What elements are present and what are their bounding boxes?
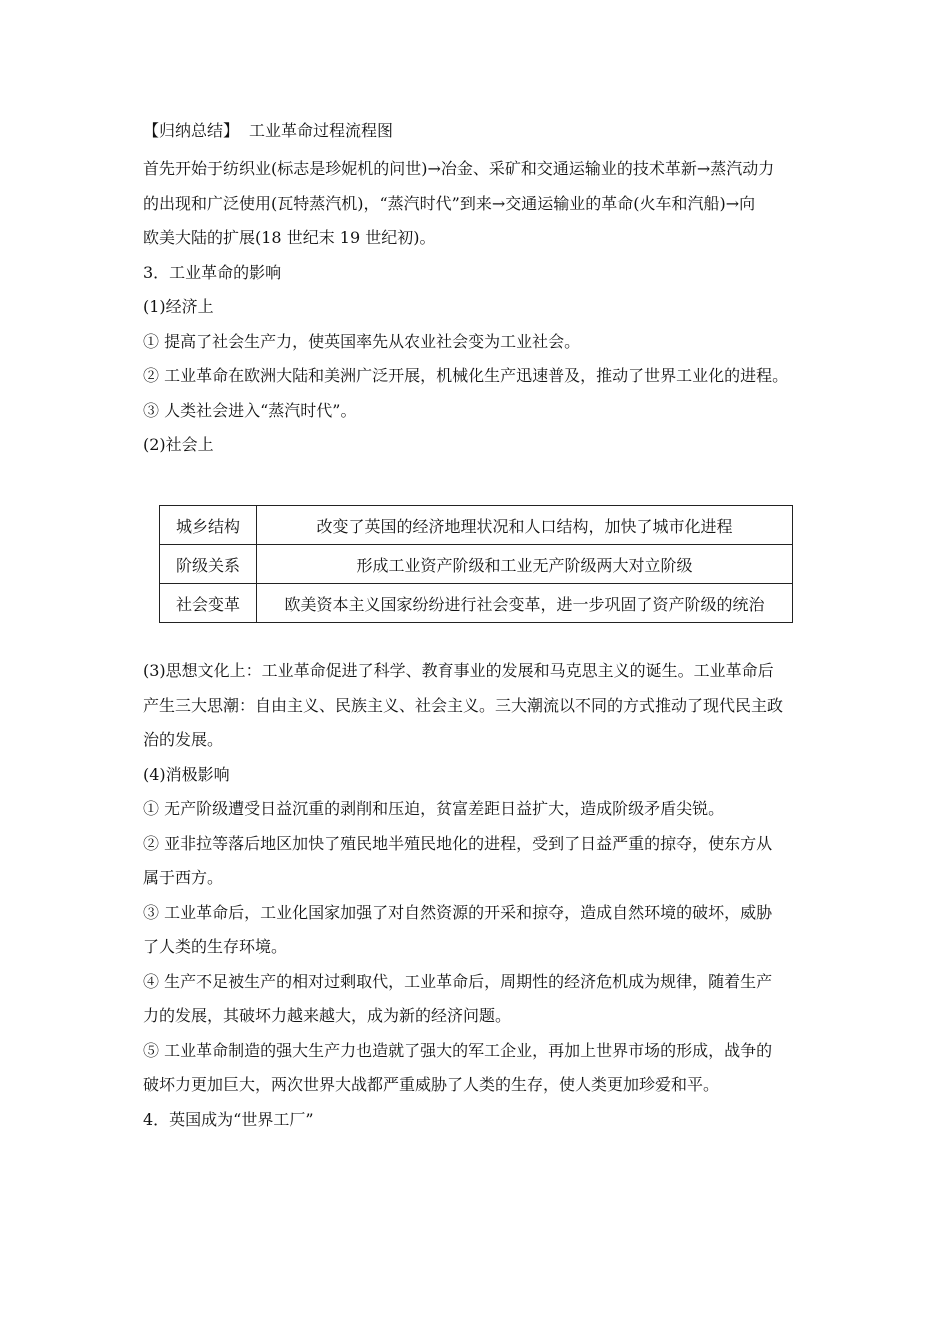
document-page [143,121,815,1129]
society-heading: (2)社会上 [143,435,214,454]
table-key: 社会变革 [160,584,257,623]
culture-paragraph [143,654,815,758]
economy-heading: (1)经济上 [143,297,214,316]
table-value: 形成工业资产阶级和工业无产阶级两大对立阶级 [257,545,793,584]
table-value: 欧美资本主义国家纷纷进行社会变革，进一步巩固了资产阶级的统治 [257,584,793,623]
economy-item-1: ① 提高了社会生产力，使英国率先从农业社会变为工业社会。 [143,331,581,351]
negative-line: 力的发展，其破坏力越来越大，成为新的经济问题。 [143,1006,512,1025]
negative-item-3 [143,896,815,965]
table-key: 城乡结构 [160,506,257,545]
negative-line: ④ 生产不足被生产的相对过剩取代，工业革命后，周期性的经济危机成为规律，随着生产 [143,971,773,991]
summary-header [143,121,815,141]
negative-item-5 [143,1034,815,1103]
summary-label: 【归纳总结】 [143,121,240,140]
section3-heading: 3．工业革命的影响 [143,262,282,282]
society-table [159,505,793,623]
culture-line-2: 产生三大思潮：自由主义、民族主义、社会主义。三大潮流以不同的方式推动了现代民主政 [143,695,784,715]
table-row [160,506,793,545]
economy-item-3: ③ 人类社会进入“蒸汽时代”。 [143,400,357,420]
table-value: 改变了英国的经济地理状况和人口结构，加快了城市化进程 [257,506,793,545]
negative-line: ③ 工业革命后，工业化国家加强了对自然资源的开采和掠夺，造成自然环境的破坏，威胁 [143,902,773,922]
culture-line-3: 治的发展。 [143,730,224,749]
flow-line-1: 首先开始于纺织业(标志是珍妮机的问世)→冶金、采矿和交通运输业的技术革新→蒸汽动力 [143,159,775,178]
negative-heading: (4)消极影响 [143,764,230,784]
economy-item-2: ② 工业革命在欧洲大陆和美洲广泛开展，机械化生产迅速普及，推动了世界工业化的进程。 [143,366,789,385]
negative-line: ① 无产阶级遭受日益沉重的剥削和压迫，贫富差距日益扩大，造成阶级矛盾尖锐。 [143,799,725,818]
summary-title: 工业革命过程流程图 [249,121,394,140]
negative-line: 破坏力更加巨大，两次世界大战都严重威胁了人类的生存，使人类更加珍爱和平。 [143,1075,720,1094]
section4-heading: 4．英国成为“世界工厂” [143,1109,314,1129]
table-row [160,545,793,584]
negative-line: ② 亚非拉等落后地区加快了殖民地半殖民地化的进程，受到了日益严重的掠夺，使东方从 [143,833,773,853]
after-table-content [143,654,815,1137]
table-key: 阶级关系 [160,545,257,584]
negative-item-4 [143,965,815,1034]
flow-line-2: 的出现和广泛使用(瓦特蒸汽机)，“蒸汽时代”到来→交通运输业的革命(火车和汽船)→向 [143,193,756,213]
negative-line: 了人类的生存环境。 [143,937,288,956]
table-row [160,584,793,623]
negative-item-2 [143,827,815,896]
negative-line: 属于西方。 [143,868,224,887]
negative-item-1 [143,792,815,827]
flow-paragraph [143,152,815,256]
negative-line: ⑤ 工业革命制造的强大生产力也造就了强大的军工企业，再加上世界市场的形成，战争的 [143,1040,773,1060]
culture-line-1: (3)思想文化上：工业革命促进了科学、教育事业的发展和马克思主义的诞生。工业革命后 [143,661,774,680]
flow-line-3: 欧美大陆的扩展(18 世纪末 19 世纪初)。 [143,228,436,247]
